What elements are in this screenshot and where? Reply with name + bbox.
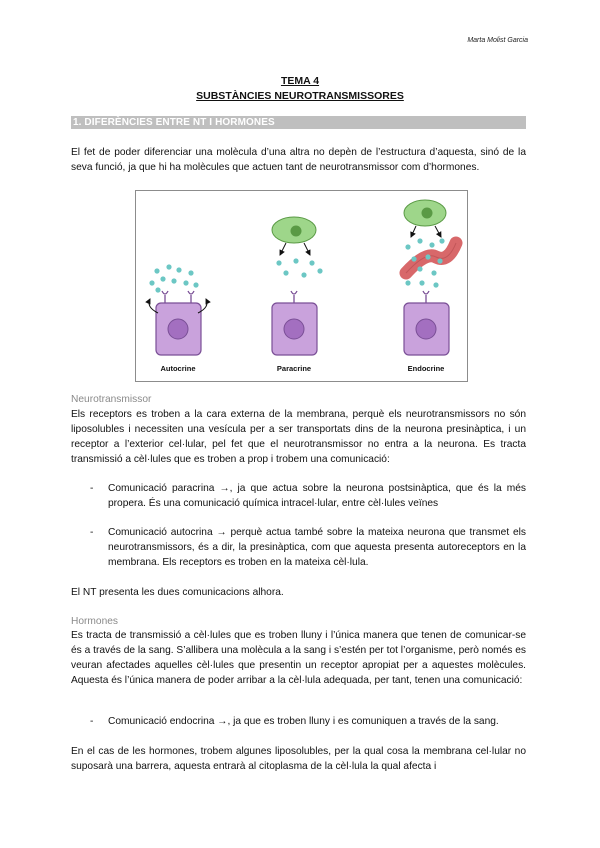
hormones-bullet-endocrine: - Comunicació endocrina →, ja que es troben lluny i es comuniquen a través de la sang. (90, 714, 526, 729)
document-title (0, 74, 600, 104)
label-endocrine: Endocrine (407, 364, 445, 373)
paracrine-secretor-nucleus (291, 226, 302, 237)
autocrine-molecules (149, 264, 198, 292)
title-topic: TEMA 4 (280, 75, 320, 87)
label-paracrine: Paracrine (276, 364, 312, 373)
label-autocrine: Autocrine (160, 364, 196, 373)
neuro-bullet-text: Comunicació paracrina →, ja que actua sobre la neurona postsinàptica, que és la més propera. És una comunicació química intracel·lular, entre cèl·lules veïnes (108, 483, 526, 509)
paracrine-panel (272, 217, 323, 355)
endocrine-target-nucleus (416, 319, 436, 339)
author-name: Marta Molist Garcia (467, 37, 528, 44)
endocrine-panel (404, 200, 456, 355)
hormones-paragraph: Es tracta de transmissió a cèl·lules que es troben lluny i l’única manera que tenen de comunicar-se és a través de la sang. S’allibera una molècula a la sang i s’estén per tot l’organisme, però només es veuran afectades aquelles cèl·lules que presentin un receptor apropiat per a aquestes molècules. Aquesta és l’única manera de poder arribar a la cèl·lula adequada, per tant, tenen una comunicació: (71, 630, 526, 686)
neuro-bullet-autocrine: - Comunicació autocrina → perquè actua també sobre la mateixa neurona que transmet els neurotransmissors, és a dir, la presinàptica, com que aquesta presenta autoreceptors en la membrana. Els receptors es troben en la mateixa cèl·lula. (90, 527, 526, 568)
section-heading-bar (71, 116, 526, 129)
neuro-summary: El NT presenta les dues comunicacions alhora. (71, 587, 284, 598)
autocrine-panel (149, 264, 207, 355)
heading-neurotransmissor: Neurotransmissor (71, 394, 152, 405)
paracrine-target-nucleus (284, 319, 304, 339)
neuro-bullet-paracrine: - Comunicació paracrina →, ja que actua sobre la neurona postsinàptica, que és la més propera. És una comunicació química intracel·lular, entre cèl·lules veïnes (90, 483, 526, 509)
autocrine-nucleus (168, 319, 188, 339)
autocrine-receptors (162, 291, 194, 303)
neuro-bullet-text: Comunicació autocrina → perquè actua també sobre la mateixa neurona que transmet els neurotransmissors, és a dir, la presinàptica, com que aquesta presenta autoreceptors en la membrana. Els receptors es troben en la mateixa cèl·lula. (108, 527, 526, 568)
paracrine-receptors (291, 291, 297, 303)
hormones-bullet-text: Comunicació endocrina →, ja que es troben lluny i es comuniquen a través de la sang. (108, 716, 499, 727)
heading-hormones: Hormones (71, 616, 118, 627)
endocrine-secretor-nucleus (422, 208, 433, 219)
paracrine-molecules (276, 258, 322, 277)
neuro-paragraph: Els receptors es troben a la cara externa de la membrana, perquè els neurotransmissors no són liposolubles i necessiten una vesícula per a ser transportats dins de la neurona presinàptica, i un receptor a l’exterior cel·lular, pel fet que el neurotransmissor no entra a la neurona. Es tracta transmissió a cèl·lules que es troben a prop i trobem una comunicació: (71, 409, 526, 465)
intro-paragraph: El fet de poder diferenciar una molècula d’una altra no depèn de l’estructura d’aquesta, sinó de la seva funció, ja que hi ha molècules que actuen tant de neurotransmissor com d’hormones. (71, 147, 526, 173)
signaling-diagram (136, 191, 467, 381)
title-subject: SUBSTÀNCIES NEUROTRANSMISSORES (196, 90, 404, 102)
endocrine-receptors (423, 291, 429, 303)
hormones-paragraph-2: En el cas de les hormones, trobem algunes liposolubles, per la qual cosa la membrana cel·lular no suposarà una barrera, aquesta entrarà al citoplasma de la cèl·lula la qual afecta i (71, 746, 526, 772)
section-heading: 1. DIFERÈNCIES ENTRE NT I HORMONES (73, 117, 275, 128)
signaling-figure (135, 190, 468, 382)
